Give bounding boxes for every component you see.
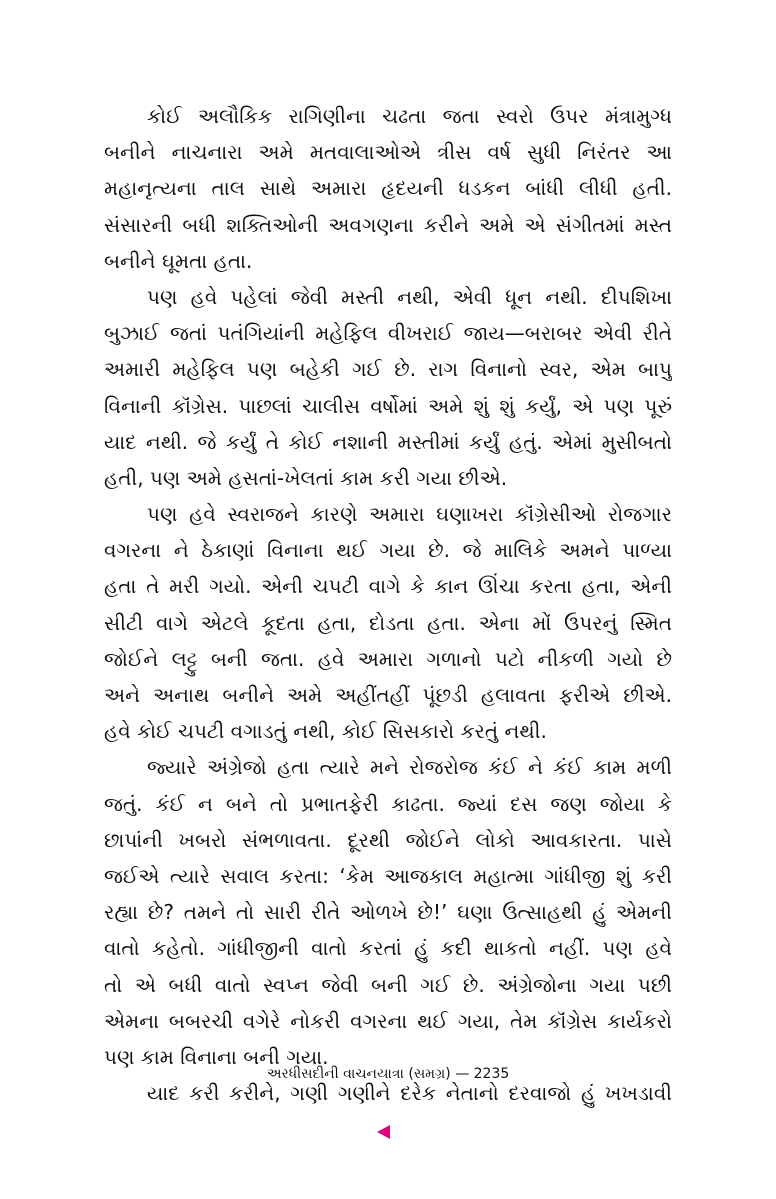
text-line: વિનાની કૉંગ્રેસ. પાછલાં ચાલીસ વર્ષોમાં અમે શું શું કર્યું, એ પણ પૂરું bbox=[104, 393, 672, 418]
text-line: બુઝાઈ જતાં પતંગિયાંની મહેફિલ વીખરાઈ જાય—બરાબર એવી રીતે bbox=[104, 321, 672, 346]
text-line: પણ કામ વિનાના બની ગયા. bbox=[104, 1044, 329, 1069]
text-line: તો એ બધી વાતો સ્વપ્ન જેવી બની ગઈ છે. અંગ્રેજોના ગયા પછી bbox=[104, 972, 672, 997]
text-line: વાતો કહેતો. ગાંધીજીની વાતો કરતાં હું કદી થાકતો નહીં. પણ હવે bbox=[104, 936, 672, 961]
paragraph-3 bbox=[104, 496, 672, 749]
left-triangle-icon[interactable] bbox=[377, 1125, 390, 1139]
text-line: યાદ નથી. જે કર્યું તે કોઈ નશાની મસ્તીમાં કર્યું હતું. એમાં મુસીબતો bbox=[104, 429, 672, 454]
page-number: 2235 bbox=[473, 1066, 510, 1082]
text-line: જ્યારે અંગ્રેજો હતા ત્યારે મને રોજરોજ કંઈ ને કંઈ કામ મળી bbox=[147, 755, 672, 780]
page-body bbox=[104, 98, 672, 1111]
text-line: કોઈ અલૌકિક રાગિણીના ચઢતા જતા સ્વરો ઉપર મંત્રામુગ્ધ bbox=[147, 104, 672, 128]
text-line: વગરના ને ઠેકાણાં વિનાના થઈ ગયા છે. જે માલિકે અમને પાળ્યા bbox=[104, 538, 672, 563]
text-line: છાપાંની ખબરો સંભળાવતા. દૂરથી જોઈને લોકો આવકારતા. પાસે bbox=[104, 827, 672, 852]
text-line: યાદ કરી કરીને, ગણી ગણીને દરેક નેતાનો દરવાજો હું ખખડાવી bbox=[147, 1081, 672, 1106]
text-line: પણ હવે પહેલાં જેવી મસ્તી નથી, એવી ધૂન નથી. દીપશિખા bbox=[147, 284, 672, 309]
text-line: અને અનાથ બનીને અમે અહીંતહીં પૂંછડી હલાવતા ફરીએ છીએ. bbox=[104, 683, 672, 707]
paragraph-2 bbox=[104, 279, 672, 496]
page-footer bbox=[0, 1064, 776, 1084]
text-line: મહાનૃત્યના તાલ સાથે અમારા હૃદયની ધડકન બાંધી લીધી હતી. bbox=[104, 176, 672, 201]
text-line: બનીને ઘૂમતા હતા. bbox=[104, 248, 253, 273]
text-line: હવે કોઈ ચપટી વગાડતું નથી, કોઈ સિસકારો કરતું નથી. bbox=[104, 719, 547, 744]
text-line: બનીને નાચનારા અમે મતવાલાઓએ ત્રીસ વર્ષ સુધી નિરંતર આ bbox=[104, 140, 672, 165]
footer-separator: — bbox=[455, 1066, 470, 1082]
paragraph-1 bbox=[104, 98, 672, 279]
text-line: જતું. કંઈ ન બને તો પ્રભાતફેરી કાઢતા. જ્યાં દસ જણ જોયા કે bbox=[104, 791, 672, 816]
text-line: રહ્યા છે? તમને તો સારી રીતે ઓળખે છે!’ ઘણા ઉત્સાહથી હું એમની bbox=[104, 900, 672, 925]
text-line: એમના બબરચી વગેરે નોકરી વગરના થઈ ગયા, તેમ કૉંગ્રેસ કાર્યકરો bbox=[104, 1008, 672, 1033]
text-line: સીટી વાગે એટલે કૂદતા હતા, દોડતા હતા. એના મોં ઉપરનું સ્મિત bbox=[104, 610, 672, 635]
paragraph-4 bbox=[104, 749, 672, 1075]
text-line: જઈએ ત્યારે સવાલ કરતા: ‘કેમ આજકાલ મહાત્મા ગાંધીજી શું કરી bbox=[104, 863, 672, 888]
text-line: હતા તે મરી ગયો. એની ચપટી વાગે કે કાન ઊંચા કરતા હતા, એની bbox=[104, 574, 672, 599]
text-line: હતી, પણ અમે હસતાં-ખેલતાં કામ કરી ગયા છીએ. bbox=[104, 465, 508, 490]
text-line: સંસારની બધી શક્તિઓની અવગણના કરીને અમે એ સંગીતમાં મસ્ત bbox=[104, 212, 672, 237]
text-line: જોઈને લટ્ટુ બની જતા. હવે અમારા ગળાનો પટો નીકળી ગયો છે bbox=[104, 646, 672, 671]
book-title: અરધીસદીની વાચનયાત્રા (સમગ્ર) bbox=[266, 1066, 451, 1082]
text-line: અમારી મહેફિલ પણ બહેકી ગઈ છે. રાગ વિનાનો સ્વર, એમ બાપુ bbox=[104, 357, 672, 382]
text-line: પણ હવે સ્વરાજને કારણે અમારા ઘણાખરા કૉંગ્રેસીઓ રોજગાર bbox=[147, 502, 672, 527]
